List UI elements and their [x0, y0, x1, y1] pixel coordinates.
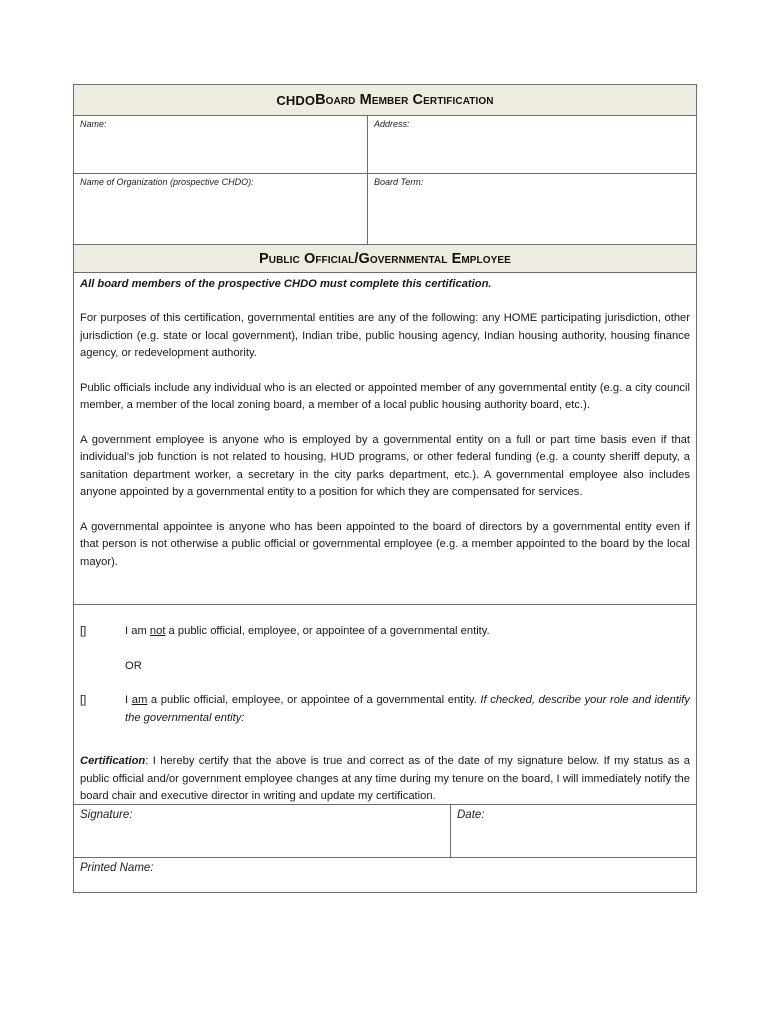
- name-field[interactable]: [74, 116, 368, 173]
- intro-text: All board members of the prospective CHDO must complete this certification.: [80, 278, 492, 290]
- chdo-certification-form: [73, 84, 697, 893]
- date-field[interactable]: [451, 805, 696, 857]
- address-label: Address:: [374, 119, 410, 129]
- paragraph-public-officials: Public officials include any individual who is an elected or appointed member of any governmental entity (e.g. a city council member, a member of the local zoning board, a member of a local public housing authority board, etc.).: [80, 381, 690, 411]
- organization-label: Name of Organization (prospective CHDO):: [80, 177, 254, 187]
- signature-field[interactable]: [74, 805, 451, 857]
- certification-text: : I hereby certify that the above is true and correct as of the date of my signature below. If my status as a public official and/or government employee changes at any time during my tenure on the board, I will immediately notify the board chair and executive director in writing and update my certification.: [80, 755, 690, 802]
- board-term-label: Board Term:: [374, 177, 424, 187]
- section-header: [74, 245, 696, 273]
- option-am-before: I: [125, 694, 132, 706]
- printed-name-label: Printed Name:: [80, 862, 154, 874]
- option-am-official-text: [125, 692, 690, 727]
- signature-label: Signature:: [80, 809, 133, 821]
- printed-name-field[interactable]: [74, 858, 696, 892]
- name-label: Name:: [80, 119, 107, 129]
- name-address-row: [74, 116, 696, 174]
- or-text: OR: [125, 660, 142, 672]
- certification-statement: [80, 753, 690, 806]
- date-label: Date:: [457, 809, 485, 821]
- paragraph-governmental-appointee: A governmental appointee is anyone who has been appointed to the board of directors by a governmental entity even if that person is not otherwise a public official or governmental employee (e.g. a member appointed to the board by the local mayor).: [80, 520, 690, 568]
- options-section: [74, 605, 696, 805]
- option-am-after: a public official, employee, or appointee of a governmental entity.: [147, 694, 481, 706]
- option-am-instructions: If checked, describe your role and identify the governmental entity:: [125, 694, 690, 724]
- definitions-section: [74, 273, 696, 605]
- paragraph-government-employee: A government employee is anyone who is employed by a governmental entity on a full or part time basis even if that individual’s job function is not related to housing, HUD programs, or other federal funding (e.g. a county sheriff deputy, a sanitation department worker, a secretary in the city parks department, etc.). A governmental employee also includes anyone appointed by a governmental entity to a position for which they are compensated for services.: [80, 433, 690, 498]
- checkbox-am-official[interactable]: []: [80, 694, 87, 706]
- option-not-before: I am: [125, 625, 150, 637]
- form-title-text: Board Member Certification: [315, 92, 494, 108]
- address-field[interactable]: [368, 116, 696, 173]
- checkbox-not-official[interactable]: []: [80, 625, 87, 637]
- signature-row: [74, 805, 696, 858]
- form-title-prefix: CHDO: [276, 92, 316, 108]
- organization-term-row: [74, 174, 696, 245]
- section-title: Public Official/Governmental Employee: [259, 250, 511, 267]
- option-not-after: a public official, employee, or appointee of a governmental entity.: [165, 625, 490, 637]
- form-title: [74, 85, 696, 116]
- option-not-emph: not: [149, 625, 166, 637]
- certification-label: Certification: [80, 755, 146, 767]
- board-term-field[interactable]: [368, 174, 696, 244]
- option-am-emph: am: [131, 694, 148, 706]
- paragraph-governmental-entities: For purposes of this certification, governmental entities are any of the following: any HOME participating jurisdiction, other jurisdiction (e.g. state or local government), Indian tribe, public housing agency, Indian housing authority, housing finance agency, or redevelopment authority.: [80, 312, 690, 359]
- organization-field[interactable]: [74, 174, 368, 244]
- option-not-official-text: [125, 623, 690, 641]
